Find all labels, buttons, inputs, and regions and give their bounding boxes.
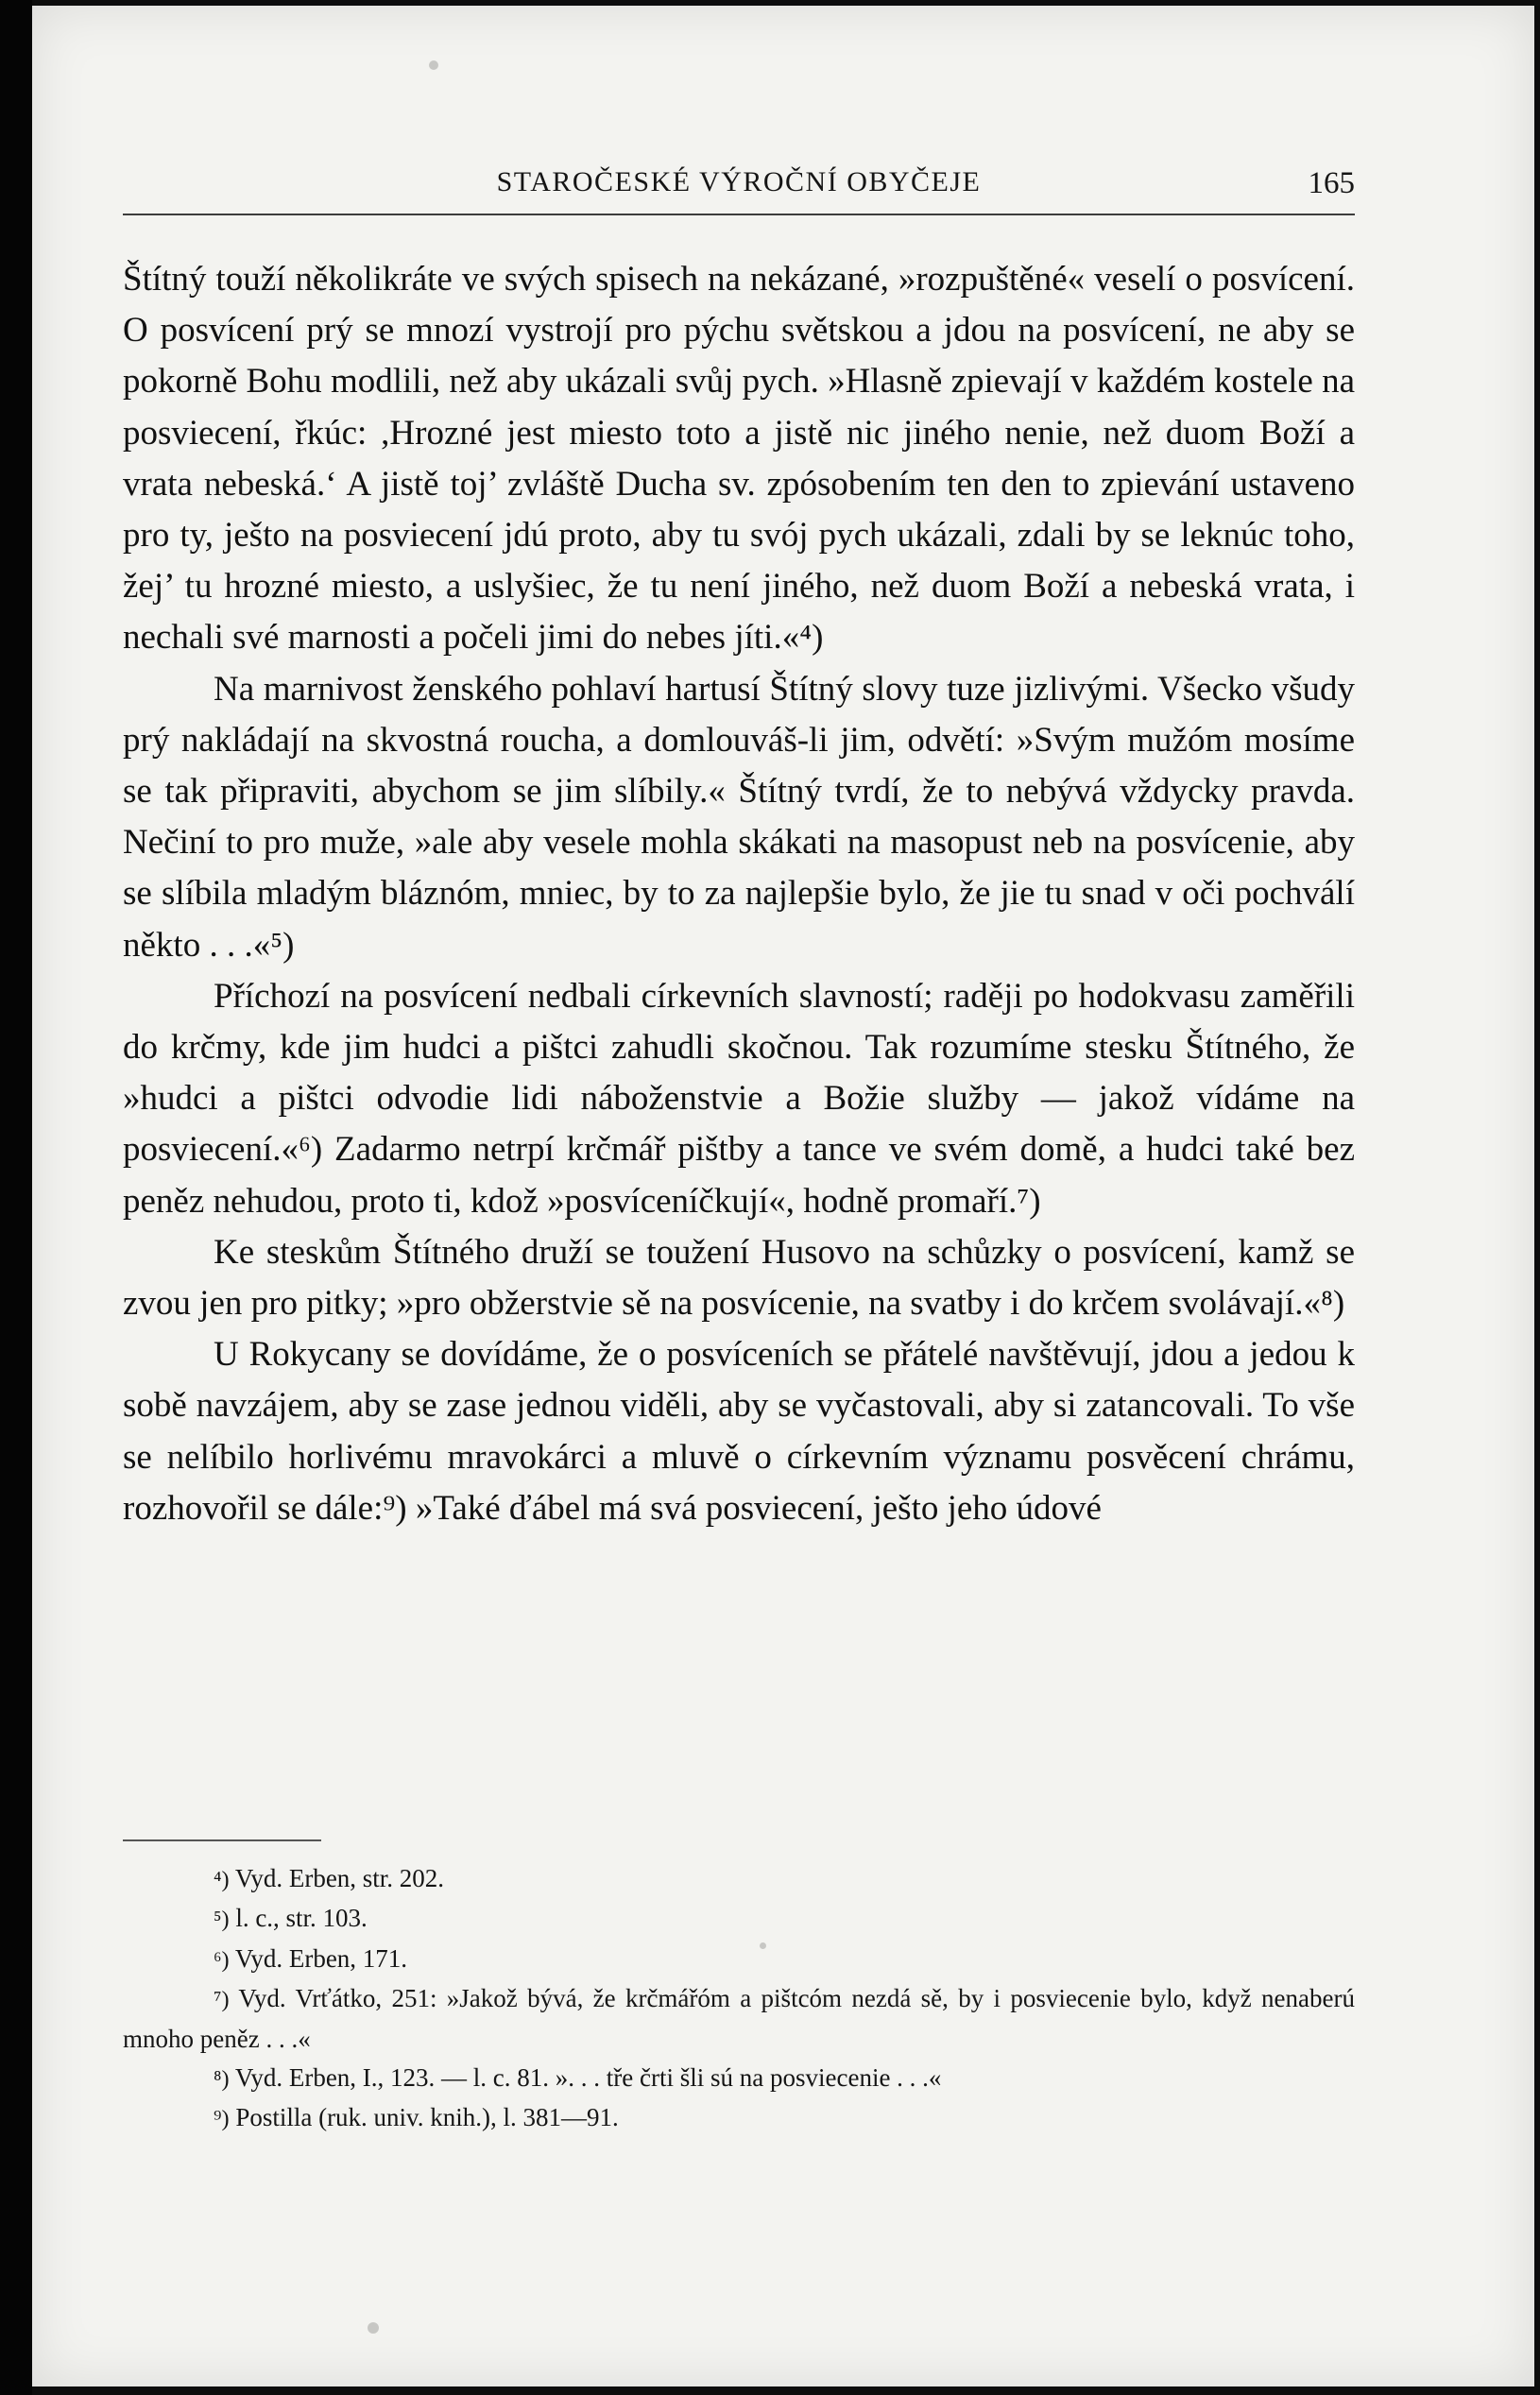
footnote-text: Vyd. Erben, I., 123. — l. c. 81. ». . . tře črti šli sú na posviecenie . . .«	[234, 2063, 942, 2093]
footnote	[123, 1859, 1355, 1899]
footnote-mark: ⁶)	[214, 1946, 230, 1973]
paragraph: Na marnivost ženského pohlaví hartusí Štítný slovy tuze jizlivými. Všecko všudy prý nakládají na skvostná roucha, a domlouváš-li jim, odvětí: »Svým mužóm mosíme se tak připraviti, abychom se jim slíbily.« Štítný tvrdí, že to nebývá vždycky pravda. Nečiní to pro muže, »ale aby vesele mohla skákati na masopust neb na posvícenie, aby se slíbila mladým bláznóm, mniec, by to za najlepšie bylo, že jie tu snad v oči pochválí někto . . .«⁵)	[123, 669, 1355, 965]
footnotes	[123, 1859, 1355, 2139]
paper-spot	[368, 2322, 379, 2334]
footnote-mark: ⁸)	[214, 2066, 230, 2093]
paragraph: Štítný touží několikráte ve svých spisech na nekázané, »rozpuštěné« veselí o posvícení. O posvícení prý se mnozí vystrojí pro pýchu světskou a jdou na posvícení, ne aby se pokorně Bohu modlili, než aby ukázali svůj pych. »Hlasně zpievají v každém kostele na posviecení, řkúc: ,Hrozné jest miesto toto a jistě nic jiného nenie, než duom Boží a vrata nebeská.‘ A jistě toj’ zvláště Ducha sv. zpósobením ten den to zpievání ustaveno pro ty, ješto na posviecení jdú proto, aby tu svój pych ukázali, zdali by se leknúc toho, žej’ tu hrozné miesto, a uslyšiec, že tu není jiného, než duom Boží a nebeská vrata, i nechali své marnosti a počeli jimi do nebes jíti.«⁴)	[123, 260, 1355, 658]
footnote-text: Vyd. Erben, str. 202.	[234, 1864, 445, 1892]
footnote	[123, 1940, 1355, 1979]
book-page	[32, 6, 1534, 2386]
footnote-text: l. c., str. 103.	[235, 1904, 368, 1933]
paragraph: U Rokycany se dovídáme, že o posvíceních se přátelé navštěvují, jdou a jedou k sobě navzájem, aby se zase jednou viděli, aby se vyčastovali, aby si zatancovali. To vše se nelíbilo horlivému mravokárci a mluvě o církevním významu posvěcení chrámu, rozhovořil se dále:⁹) »Také ďábel má svá posviecení, ješto jeho údové	[123, 1335, 1355, 1528]
footnote-text: Vyd. Vrťátko, 251: »Jakož bývá, že krčmářóm a pištcóm nezdá sě, by i posviecenie bylo, když nenaberú mnoho peněz . . .«	[123, 1984, 1355, 2053]
paragraph: Příchozí na posvícení nedbali církevních slavností; raději po hodokvasu zaměřili do krčmy, kde jim hudci a pištci zahudli skočnou. Tak rozumíme stesku Štítného, že »hudci a pištci odvodie lidi náboženstvie a Božie služby — jakož vídáme na posviecení.«⁶) Zadarmo netrpí krčmář pištby a tance ve svém domě, a hudci také bez peněz nehudou, proto ti, kdož »posvíceníčkují«, hodně promaří.⁷)	[123, 976, 1355, 1221]
footnote	[123, 1899, 1355, 1939]
paragraph: Ke steskům Štítného druží se toužení Husovo na schůzky o posvícení, kamž se zvou jen pro pitky; »pro obžerstvie sě na posvícenie, na svatby i do krčem svolávají.«⁸)	[123, 1232, 1355, 1324]
footnote	[123, 2059, 1355, 2098]
footnote	[123, 2098, 1355, 2138]
page-header	[123, 159, 1355, 215]
footnote-text: Postilla (ruk. univ. knih.), l. 381—91.	[235, 2103, 619, 2132]
page-number: 165	[1308, 166, 1355, 200]
page-left-border	[0, 0, 32, 2395]
footnote-mark: ⁴)	[214, 1867, 230, 1892]
footnote	[123, 1979, 1355, 2059]
header-rule	[123, 214, 1355, 215]
footnote-text: Vyd. Erben, 171.	[234, 1943, 408, 1973]
footnote-mark: ⁷)	[214, 1987, 230, 2013]
running-title: STAROČESKÉ VÝROČNÍ OBYČEJE	[496, 166, 982, 197]
footnote-rule	[123, 1839, 321, 1841]
main-text	[123, 254, 1355, 1534]
footnote-mark: ⁹)	[214, 2106, 230, 2132]
paper-spot	[429, 60, 438, 70]
footnote-mark: ⁵)	[214, 1907, 230, 1933]
